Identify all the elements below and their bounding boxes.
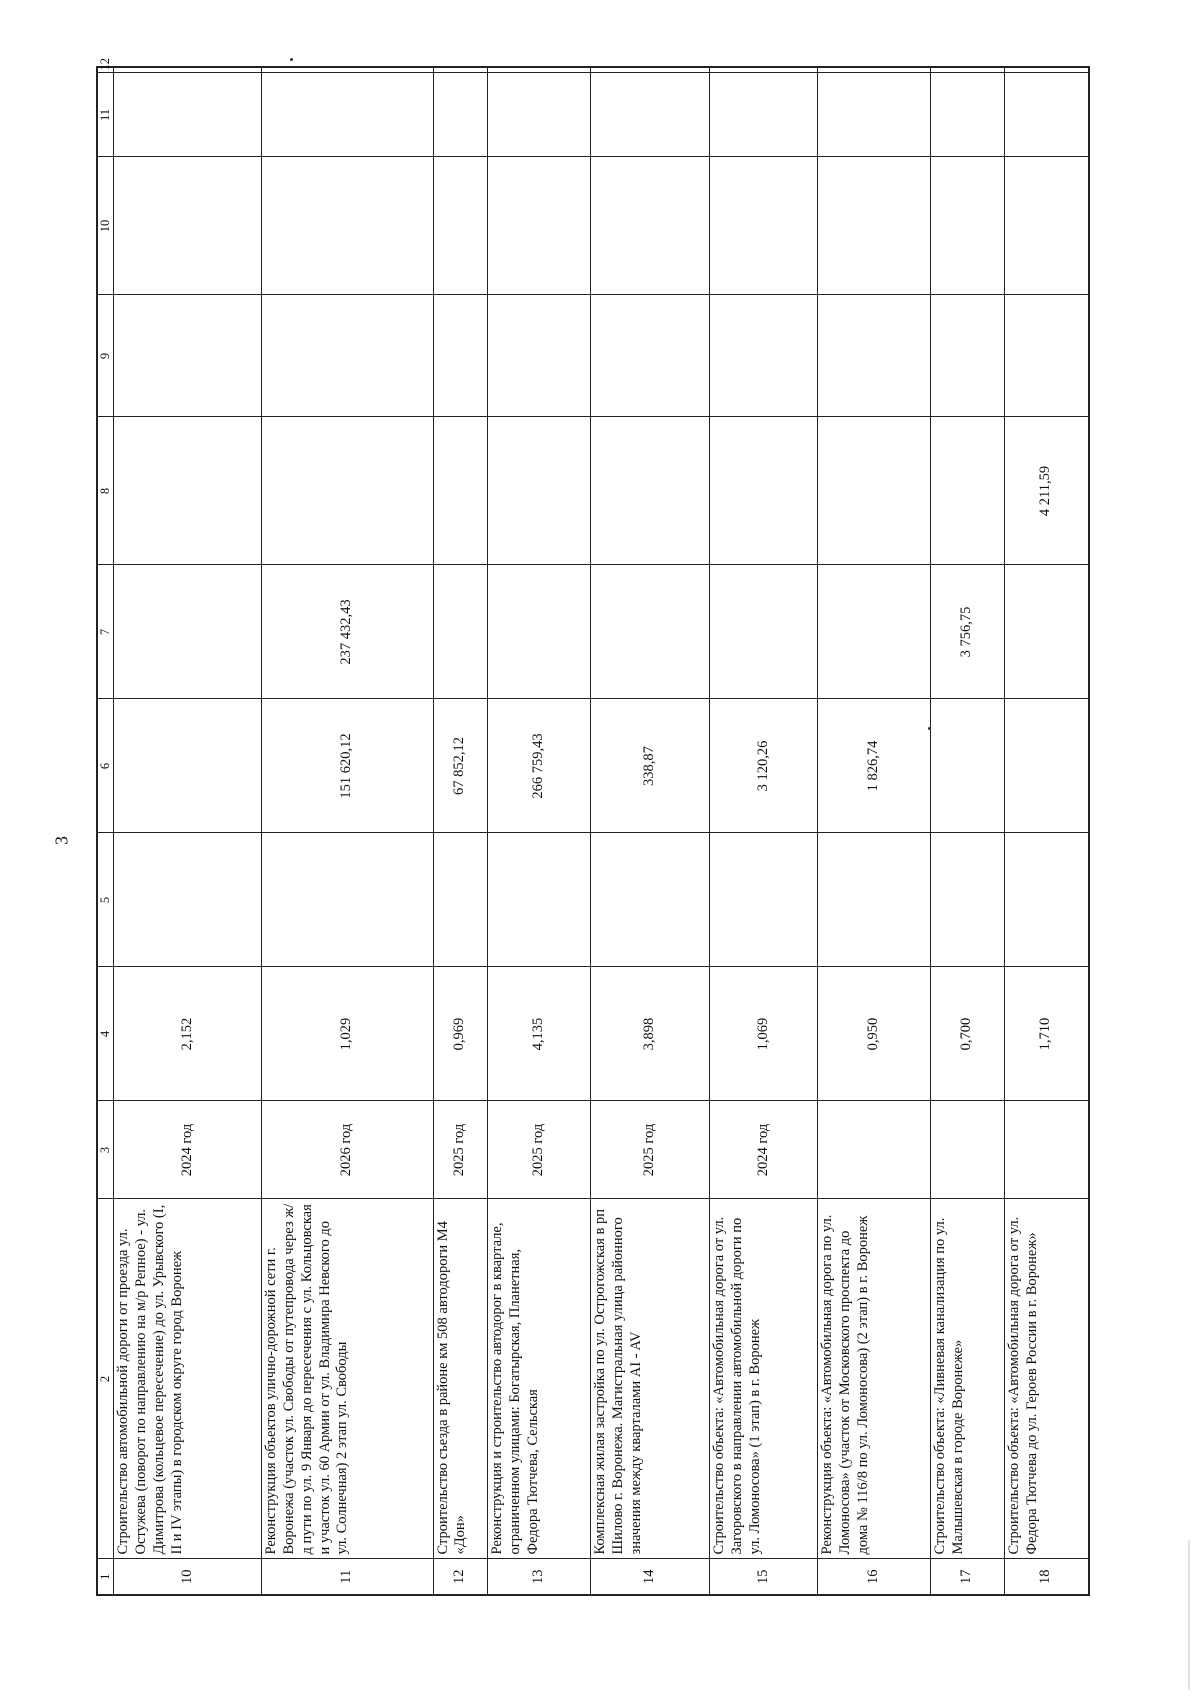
- object-name: Строительство объекта: «Автомобильная дорога от ул. Федора Тютчева до ул. Героев России в г. Воронеж»: [1004, 1199, 1089, 1559]
- cell-col12: [710, 67, 818, 73]
- length-cell: 4,135: [487, 967, 590, 1101]
- object-name: Строительство объекта: «Автомобильная дорога от ул. Загоровского в направлении автомобильной дороги по ул. Ломоносова» (1 этап) в г. Воронеж: [710, 1199, 818, 1559]
- cell-col7: [433, 565, 487, 699]
- year-cell: [1004, 1101, 1089, 1199]
- cell-col6: [930, 699, 1004, 833]
- year-cell: 2025 год: [433, 1101, 487, 1199]
- cell-col5: [591, 833, 710, 967]
- cell-col8: [817, 417, 930, 565]
- year-cell: [930, 1101, 1004, 1199]
- column-header: 7: [97, 565, 114, 699]
- column-header: 4: [97, 967, 114, 1101]
- rotated-table-container: [96, 58, 1090, 1596]
- cell-col12: [1004, 67, 1089, 73]
- cell-col10: [817, 157, 930, 295]
- cell-col12: [262, 67, 434, 73]
- cell-col12: [817, 67, 930, 73]
- cell-col9: [817, 295, 930, 417]
- cell-col10: [930, 157, 1004, 295]
- cell-col8: [262, 417, 434, 565]
- row-number: 14: [591, 1559, 710, 1595]
- length-cell: 1,069: [710, 967, 818, 1101]
- cell-col12: [591, 67, 710, 73]
- row-number: 13: [487, 1559, 590, 1595]
- cell-col10: [1004, 157, 1089, 295]
- cell-col12: [930, 67, 1004, 73]
- cell-col11: [262, 73, 434, 157]
- cell-col9: [433, 295, 487, 417]
- cell-col5: [1004, 833, 1089, 967]
- cell-col6: 151 620,12: [262, 699, 434, 833]
- cell-col11: [487, 73, 590, 157]
- cell-col7: [114, 565, 262, 699]
- cell-col9: [591, 295, 710, 417]
- cell-col5: [930, 833, 1004, 967]
- table-row: [114, 67, 262, 1595]
- table-row: [817, 67, 930, 1595]
- column-header: 10: [97, 157, 114, 295]
- object-name: Строительство объекта: «Ливневая канализация по ул. Малышевская в городе Воронеже»: [930, 1199, 1004, 1559]
- cell-col6: 266 759,43: [487, 699, 590, 833]
- cell-col11: [817, 73, 930, 157]
- cell-col11: [710, 73, 818, 157]
- table-row: [930, 67, 1004, 1595]
- cell-col10: [487, 157, 590, 295]
- cell-col11: [114, 73, 262, 157]
- cell-col7: [710, 565, 818, 699]
- header-row: [97, 67, 114, 1595]
- cell-col8: [930, 417, 1004, 565]
- year-cell: 2024 год: [114, 1101, 262, 1199]
- row-number: 16: [817, 1559, 930, 1595]
- cell-col11: [591, 73, 710, 157]
- row-number: 15: [710, 1559, 818, 1595]
- length-cell: 1,710: [1004, 967, 1089, 1101]
- cell-col10: [710, 157, 818, 295]
- cell-col5: [710, 833, 818, 967]
- cell-col8: [433, 417, 487, 565]
- cell-col10: [591, 157, 710, 295]
- cell-col7: [591, 565, 710, 699]
- cell-col7: [817, 565, 930, 699]
- length-cell: 0,969: [433, 967, 487, 1101]
- cell-col7: 3 756,75: [930, 565, 1004, 699]
- cell-col5: [114, 833, 262, 967]
- cell-col8: [591, 417, 710, 565]
- cell-col12: [487, 67, 590, 73]
- column-header: 6: [97, 699, 114, 833]
- table-row: [710, 67, 818, 1595]
- column-header: 5: [97, 833, 114, 967]
- table-row: [1004, 67, 1089, 1595]
- row-number: 10: [114, 1559, 262, 1595]
- column-header: 3: [97, 1101, 114, 1199]
- cell-col7: 237 432,43: [262, 565, 434, 699]
- scan-edge-mark: [1188, 1540, 1190, 1690]
- cell-col5: [487, 833, 590, 967]
- cell-col9: [710, 295, 818, 417]
- cell-col7: [487, 565, 590, 699]
- cell-col10: [262, 157, 434, 295]
- cell-col8: [710, 417, 818, 565]
- object-name: Строительство автомобильной дороги от проезда ул. Остужева (поворот по направлению на м/р Репное) - ул. Димитрова (кольцевое пересечение) до ул. Урывского (I, II и IV этапы) в городском округе город Воронеж: [114, 1199, 262, 1559]
- length-cell: 1,029: [262, 967, 434, 1101]
- cell-col12: [114, 67, 262, 73]
- year-cell: 2026 год: [262, 1101, 434, 1199]
- cell-col11: [930, 73, 1004, 157]
- cell-col10: [114, 157, 262, 295]
- object-name: Реконструкция объектов улично-дорожной сети г. Воронежа (участок ул. Свободы от путепровода через ж/д пути по ул. 9 Января до пересечения с ул. Кольцовская и участок ул. 60 Армии от ул. Владимира Невского до ул. Солнечная) 2 этап ул. Свободы: [262, 1199, 434, 1559]
- column-header: 1: [97, 1559, 114, 1595]
- cell-col6: 1 826,74: [817, 699, 930, 833]
- cell-col5: [433, 833, 487, 967]
- cell-col6: [1004, 699, 1089, 833]
- object-name: Строительство съезда в районе км 508 автодороги М4 «Дон»: [433, 1199, 487, 1559]
- row-number: 11: [262, 1559, 434, 1595]
- cell-col9: [1004, 295, 1089, 417]
- column-header: 9: [97, 295, 114, 417]
- cell-col9: [262, 295, 434, 417]
- cell-col8: [487, 417, 590, 565]
- cell-col5: [262, 833, 434, 967]
- table-row: [262, 67, 434, 1595]
- year-cell: [817, 1101, 930, 1199]
- object-name: Реконструкция и строительство автодорог в квартале, ограниченном улицами: Богатырская, Планетная, Федора Тютчева, Сельская: [487, 1199, 590, 1559]
- cell-col11: [1004, 73, 1089, 157]
- length-cell: 3,898: [591, 967, 710, 1101]
- length-cell: 0,950: [817, 967, 930, 1101]
- column-header: 2: [97, 1199, 114, 1559]
- table-row: [487, 67, 590, 1595]
- cell-col12: [433, 67, 487, 73]
- year-cell: 2025 год: [591, 1101, 710, 1199]
- cell-col11: [433, 73, 487, 157]
- cell-col5: [817, 833, 930, 967]
- table-row: [591, 67, 710, 1595]
- cell-col9: [114, 295, 262, 417]
- cell-col9: [930, 295, 1004, 417]
- cell-col9: [487, 295, 590, 417]
- row-number: 12: [433, 1559, 487, 1595]
- object-name: Реконструкция объекта: «Автомобильная дорога по ул. Ломоносова» (участок от Московского проспекта до дома № 116/8 по ул. Ломоносова) (2 этап) в г. Воронеж: [817, 1199, 930, 1559]
- scan-speck: [290, 58, 293, 61]
- cell-col6: 67 852,12: [433, 699, 487, 833]
- table-row: [433, 67, 487, 1595]
- data-table: [96, 58, 1090, 1596]
- column-header: 11: [97, 73, 114, 157]
- length-cell: 2,152: [114, 967, 262, 1101]
- cell-col7: [1004, 565, 1089, 699]
- cell-col6: [114, 699, 262, 833]
- row-number: 17: [930, 1559, 1004, 1595]
- year-cell: 2024 год: [710, 1101, 818, 1199]
- cell-col6: 338,87: [591, 699, 710, 833]
- column-header: 8: [97, 417, 114, 565]
- column-header: 12: [97, 67, 114, 73]
- row-number: 18: [1004, 1559, 1089, 1595]
- object-name: Комплексная жилая застройка по ул. Острогожская в рп Шилово г. Воронежа. Магистральная улица районного значения между кварталами AI - AV: [591, 1199, 710, 1559]
- length-cell: 0,700: [930, 967, 1004, 1101]
- cell-col6: 3 120,26: [710, 699, 818, 833]
- cell-col10: [433, 157, 487, 295]
- year-cell: 2025 год: [487, 1101, 590, 1199]
- cell-col8: [114, 417, 262, 565]
- scan-speck: [928, 727, 931, 730]
- page-number: 3: [51, 836, 72, 845]
- cell-col8: 4 211,59: [1004, 417, 1089, 565]
